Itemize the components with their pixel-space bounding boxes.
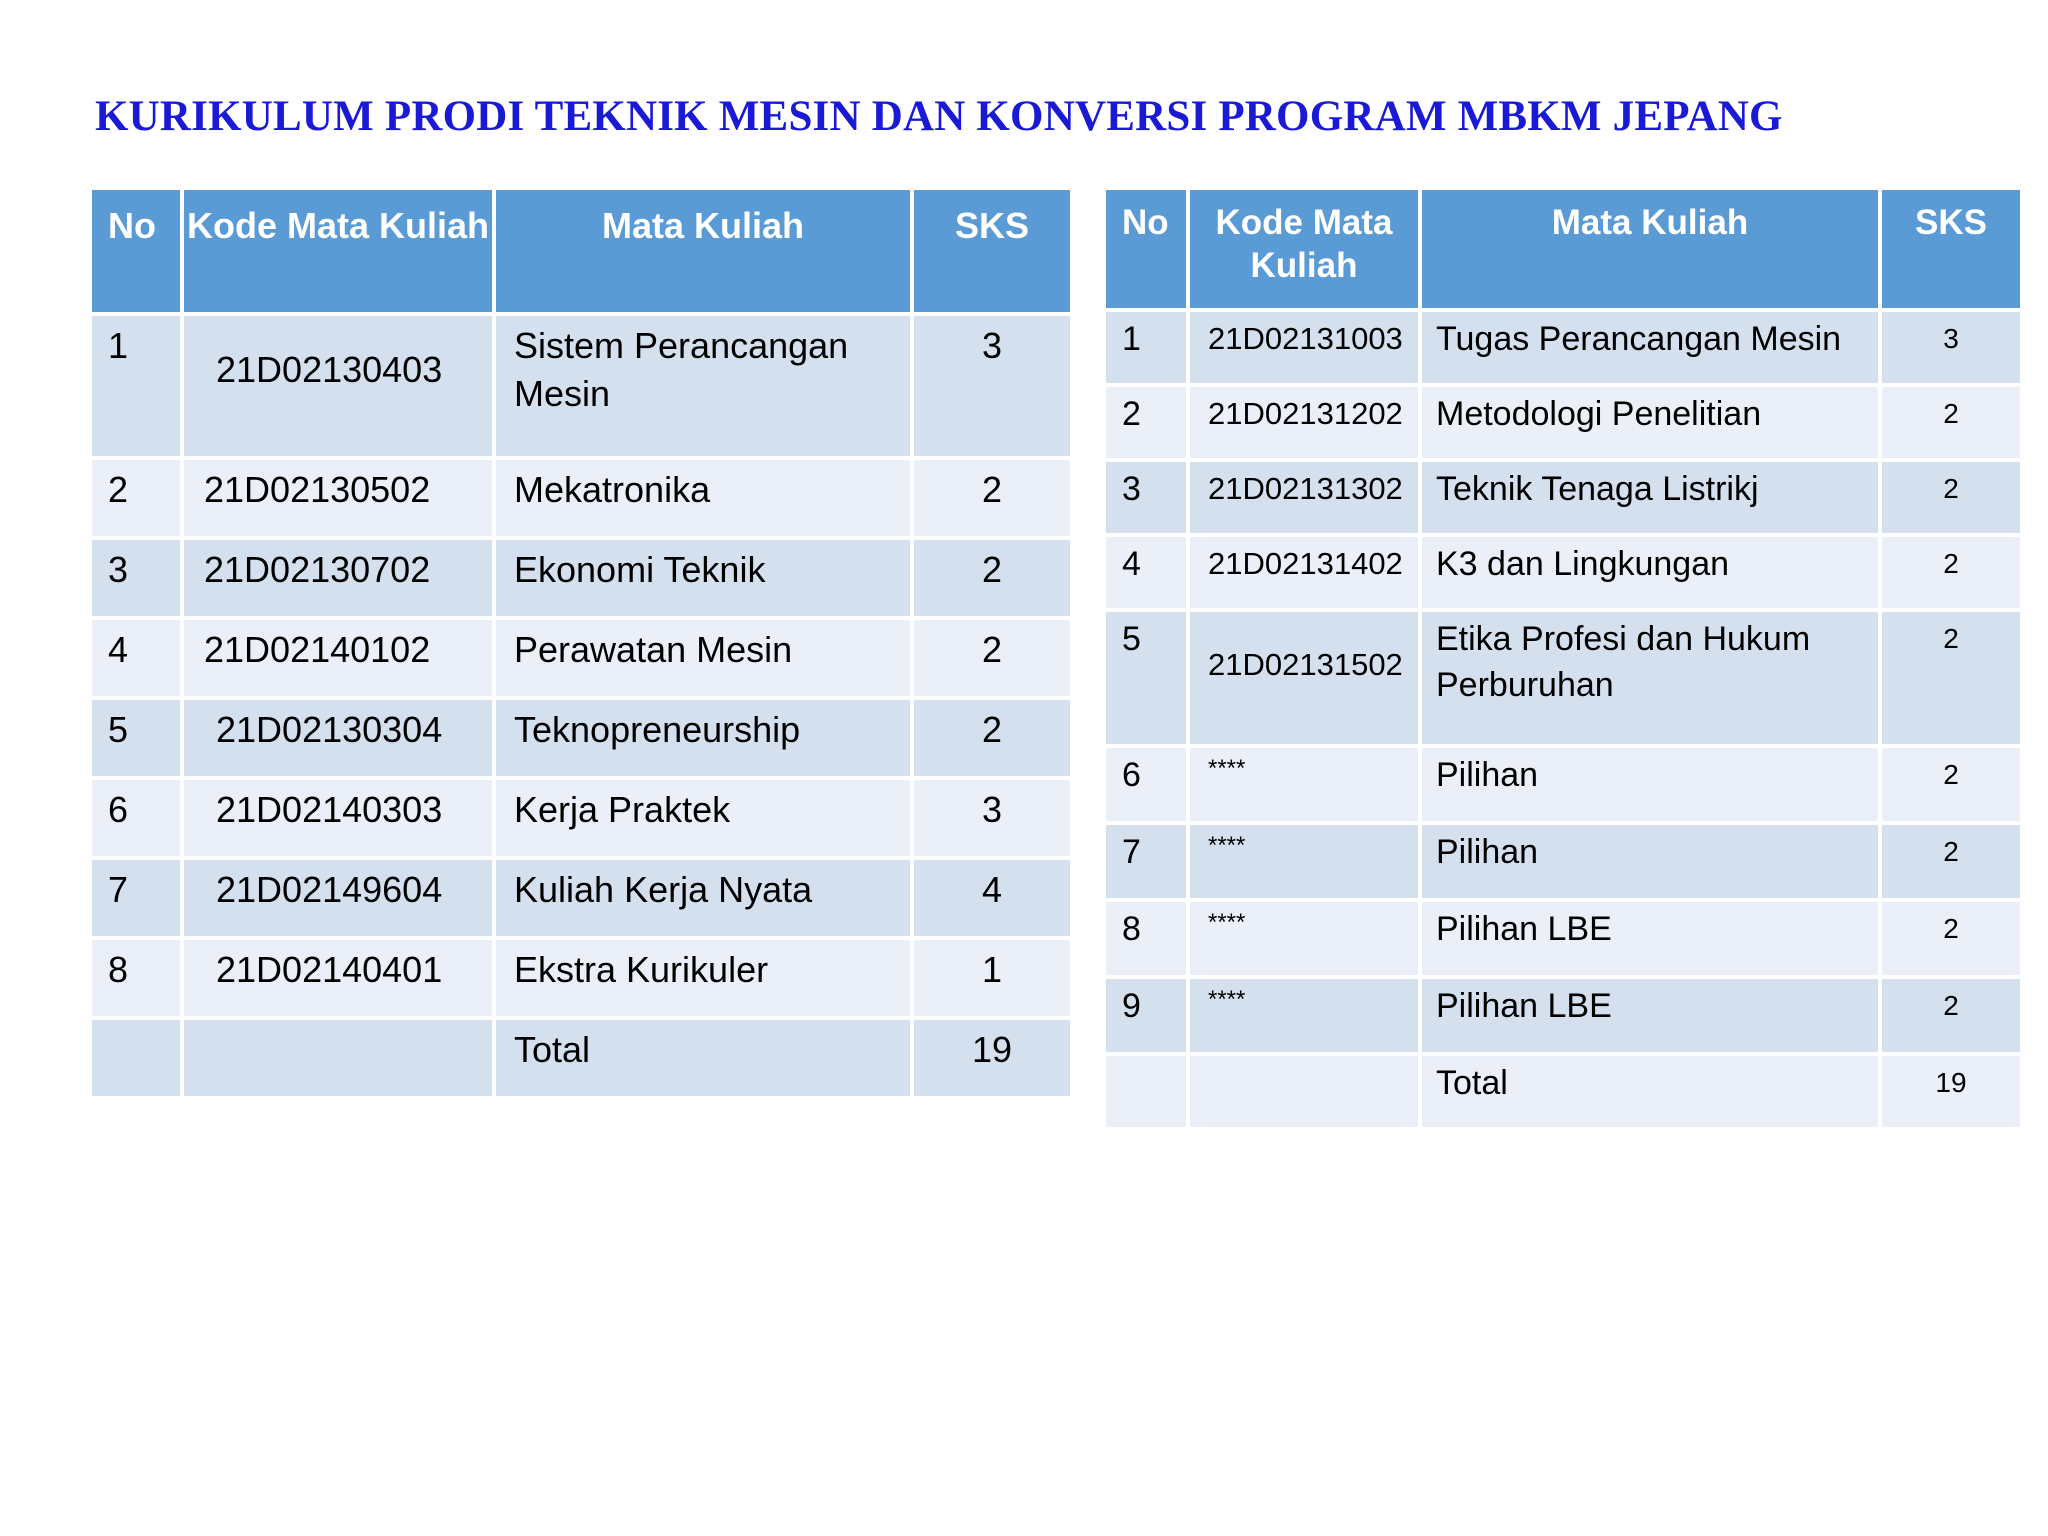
table-row: [92, 700, 1074, 780]
row-code: 21D02131302: [1190, 462, 1422, 537]
table-row: [1106, 825, 2024, 902]
header-sks: SKS: [1882, 190, 2024, 312]
row-no: 6: [92, 780, 184, 860]
row-code: 21D02140303: [184, 780, 496, 860]
row-name: Tugas Perancangan Mesin: [1422, 312, 1882, 387]
row-no: 2: [1106, 387, 1190, 462]
row-name: Perawatan Mesin: [496, 620, 914, 700]
row-name: Pilihan: [1422, 825, 1882, 902]
row-no: 3: [1106, 462, 1190, 537]
row-code: ****: [1190, 825, 1422, 902]
row-code: 21D02130403: [184, 316, 496, 460]
row-code: 21D02130702: [184, 540, 496, 620]
total-row: [92, 1020, 1074, 1100]
row-sks: 2: [1882, 387, 2024, 462]
row-name: Kerja Praktek: [496, 780, 914, 860]
row-no: 1: [92, 316, 184, 460]
header-code: Kode Mata Kuliah: [1190, 190, 1422, 312]
curriculum-table-right: [1106, 190, 2024, 1131]
row-name: Metodologi Penelitian: [1422, 387, 1882, 462]
table-row: [1106, 312, 2024, 387]
row-name: Pilihan LBE: [1422, 902, 1882, 979]
total-no-empty: [92, 1020, 184, 1100]
row-sks: 2: [1882, 612, 2024, 748]
table-row: [1106, 979, 2024, 1056]
total-no-empty: [1106, 1056, 1190, 1131]
table-row: [92, 540, 1074, 620]
row-name: Teknik Tenaga Listrikj: [1422, 462, 1882, 537]
header-code: Kode Mata Kuliah: [184, 190, 496, 316]
table-row: [1106, 537, 2024, 612]
row-code: 21D02140401: [184, 940, 496, 1020]
header-name: Mata Kuliah: [496, 190, 914, 316]
row-no: 1: [1106, 312, 1190, 387]
row-no: 5: [1106, 612, 1190, 748]
row-code: 21D02140102: [184, 620, 496, 700]
table-row: [92, 860, 1074, 940]
row-name: Pilihan: [1422, 748, 1882, 825]
row-sks: 3: [1882, 312, 2024, 387]
row-no: 8: [1106, 902, 1190, 979]
header-sks: SKS: [914, 190, 1074, 316]
table-row: [1106, 748, 2024, 825]
row-sks: 2: [914, 460, 1074, 540]
row-no: 2: [92, 460, 184, 540]
row-no: 8: [92, 940, 184, 1020]
row-code: 21D02131003: [1190, 312, 1422, 387]
row-no: 4: [1106, 537, 1190, 612]
curriculum-table-left: [92, 190, 1074, 1100]
total-sks: 19: [1882, 1056, 2024, 1131]
row-sks: 1: [914, 940, 1074, 1020]
table-row: [92, 940, 1074, 1020]
row-name: Ekstra Kurikuler: [496, 940, 914, 1020]
row-sks: 2: [914, 700, 1074, 780]
total-code-empty: [1190, 1056, 1422, 1131]
row-code: ****: [1190, 979, 1422, 1056]
row-no: 5: [92, 700, 184, 780]
row-name: Etika Profesi dan Hukum Perburuhan: [1422, 612, 1882, 748]
row-sks: 2: [1882, 748, 2024, 825]
total-sks: 19: [914, 1020, 1074, 1100]
row-sks: 2: [914, 540, 1074, 620]
row-code: 21D02131502: [1190, 612, 1422, 748]
row-no: 6: [1106, 748, 1190, 825]
row-code: 21D02131202: [1190, 387, 1422, 462]
table-row: [1106, 387, 2024, 462]
row-sks: 2: [1882, 979, 2024, 1056]
row-name: Sistem Perancangan Mesin: [496, 316, 914, 460]
row-no: 7: [92, 860, 184, 940]
table-row: [1106, 462, 2024, 537]
table-row: [92, 460, 1074, 540]
row-no: 7: [1106, 825, 1190, 902]
table-row: [92, 780, 1074, 860]
row-sks: 2: [1882, 462, 2024, 537]
header-no: No: [92, 190, 184, 316]
row-name: Mekatronika: [496, 460, 914, 540]
header-row: [92, 190, 1074, 316]
row-sks: 4: [914, 860, 1074, 940]
row-name: K3 dan Lingkungan: [1422, 537, 1882, 612]
total-code-empty: [184, 1020, 496, 1100]
row-sks: 2: [1882, 537, 2024, 612]
row-sks: 3: [914, 780, 1074, 860]
table-row: [1106, 612, 2024, 748]
row-code: 21D02131402: [1190, 537, 1422, 612]
row-sks: 2: [1882, 825, 2024, 902]
row-name: Ekonomi Teknik: [496, 540, 914, 620]
header-no: No: [1106, 190, 1190, 312]
row-code: 21D02130502: [184, 460, 496, 540]
header-name: Mata Kuliah: [1422, 190, 1882, 312]
row-name: Kuliah Kerja Nyata: [496, 860, 914, 940]
row-no: 4: [92, 620, 184, 700]
row-name: Teknopreneurship: [496, 700, 914, 780]
total-label: Total: [496, 1020, 914, 1100]
total-row: [1106, 1056, 2024, 1131]
total-label: Total: [1422, 1056, 1882, 1131]
table-row: [92, 316, 1074, 460]
row-code: 21D02130304: [184, 700, 496, 780]
table-row: [1106, 902, 2024, 979]
row-sks: 3: [914, 316, 1074, 460]
header-row: [1106, 190, 2024, 312]
page-title: KURIKULUM PRODI TEKNIK MESIN DAN KONVERSI PROGRAM MBKM JEPANG: [95, 93, 1783, 140]
row-name: Pilihan LBE: [1422, 979, 1882, 1056]
row-no: 9: [1106, 979, 1190, 1056]
row-sks: 2: [914, 620, 1074, 700]
row-code: 21D02149604: [184, 860, 496, 940]
row-code: ****: [1190, 748, 1422, 825]
row-sks: 2: [1882, 902, 2024, 979]
row-code: ****: [1190, 902, 1422, 979]
row-no: 3: [92, 540, 184, 620]
table-row: [92, 620, 1074, 700]
